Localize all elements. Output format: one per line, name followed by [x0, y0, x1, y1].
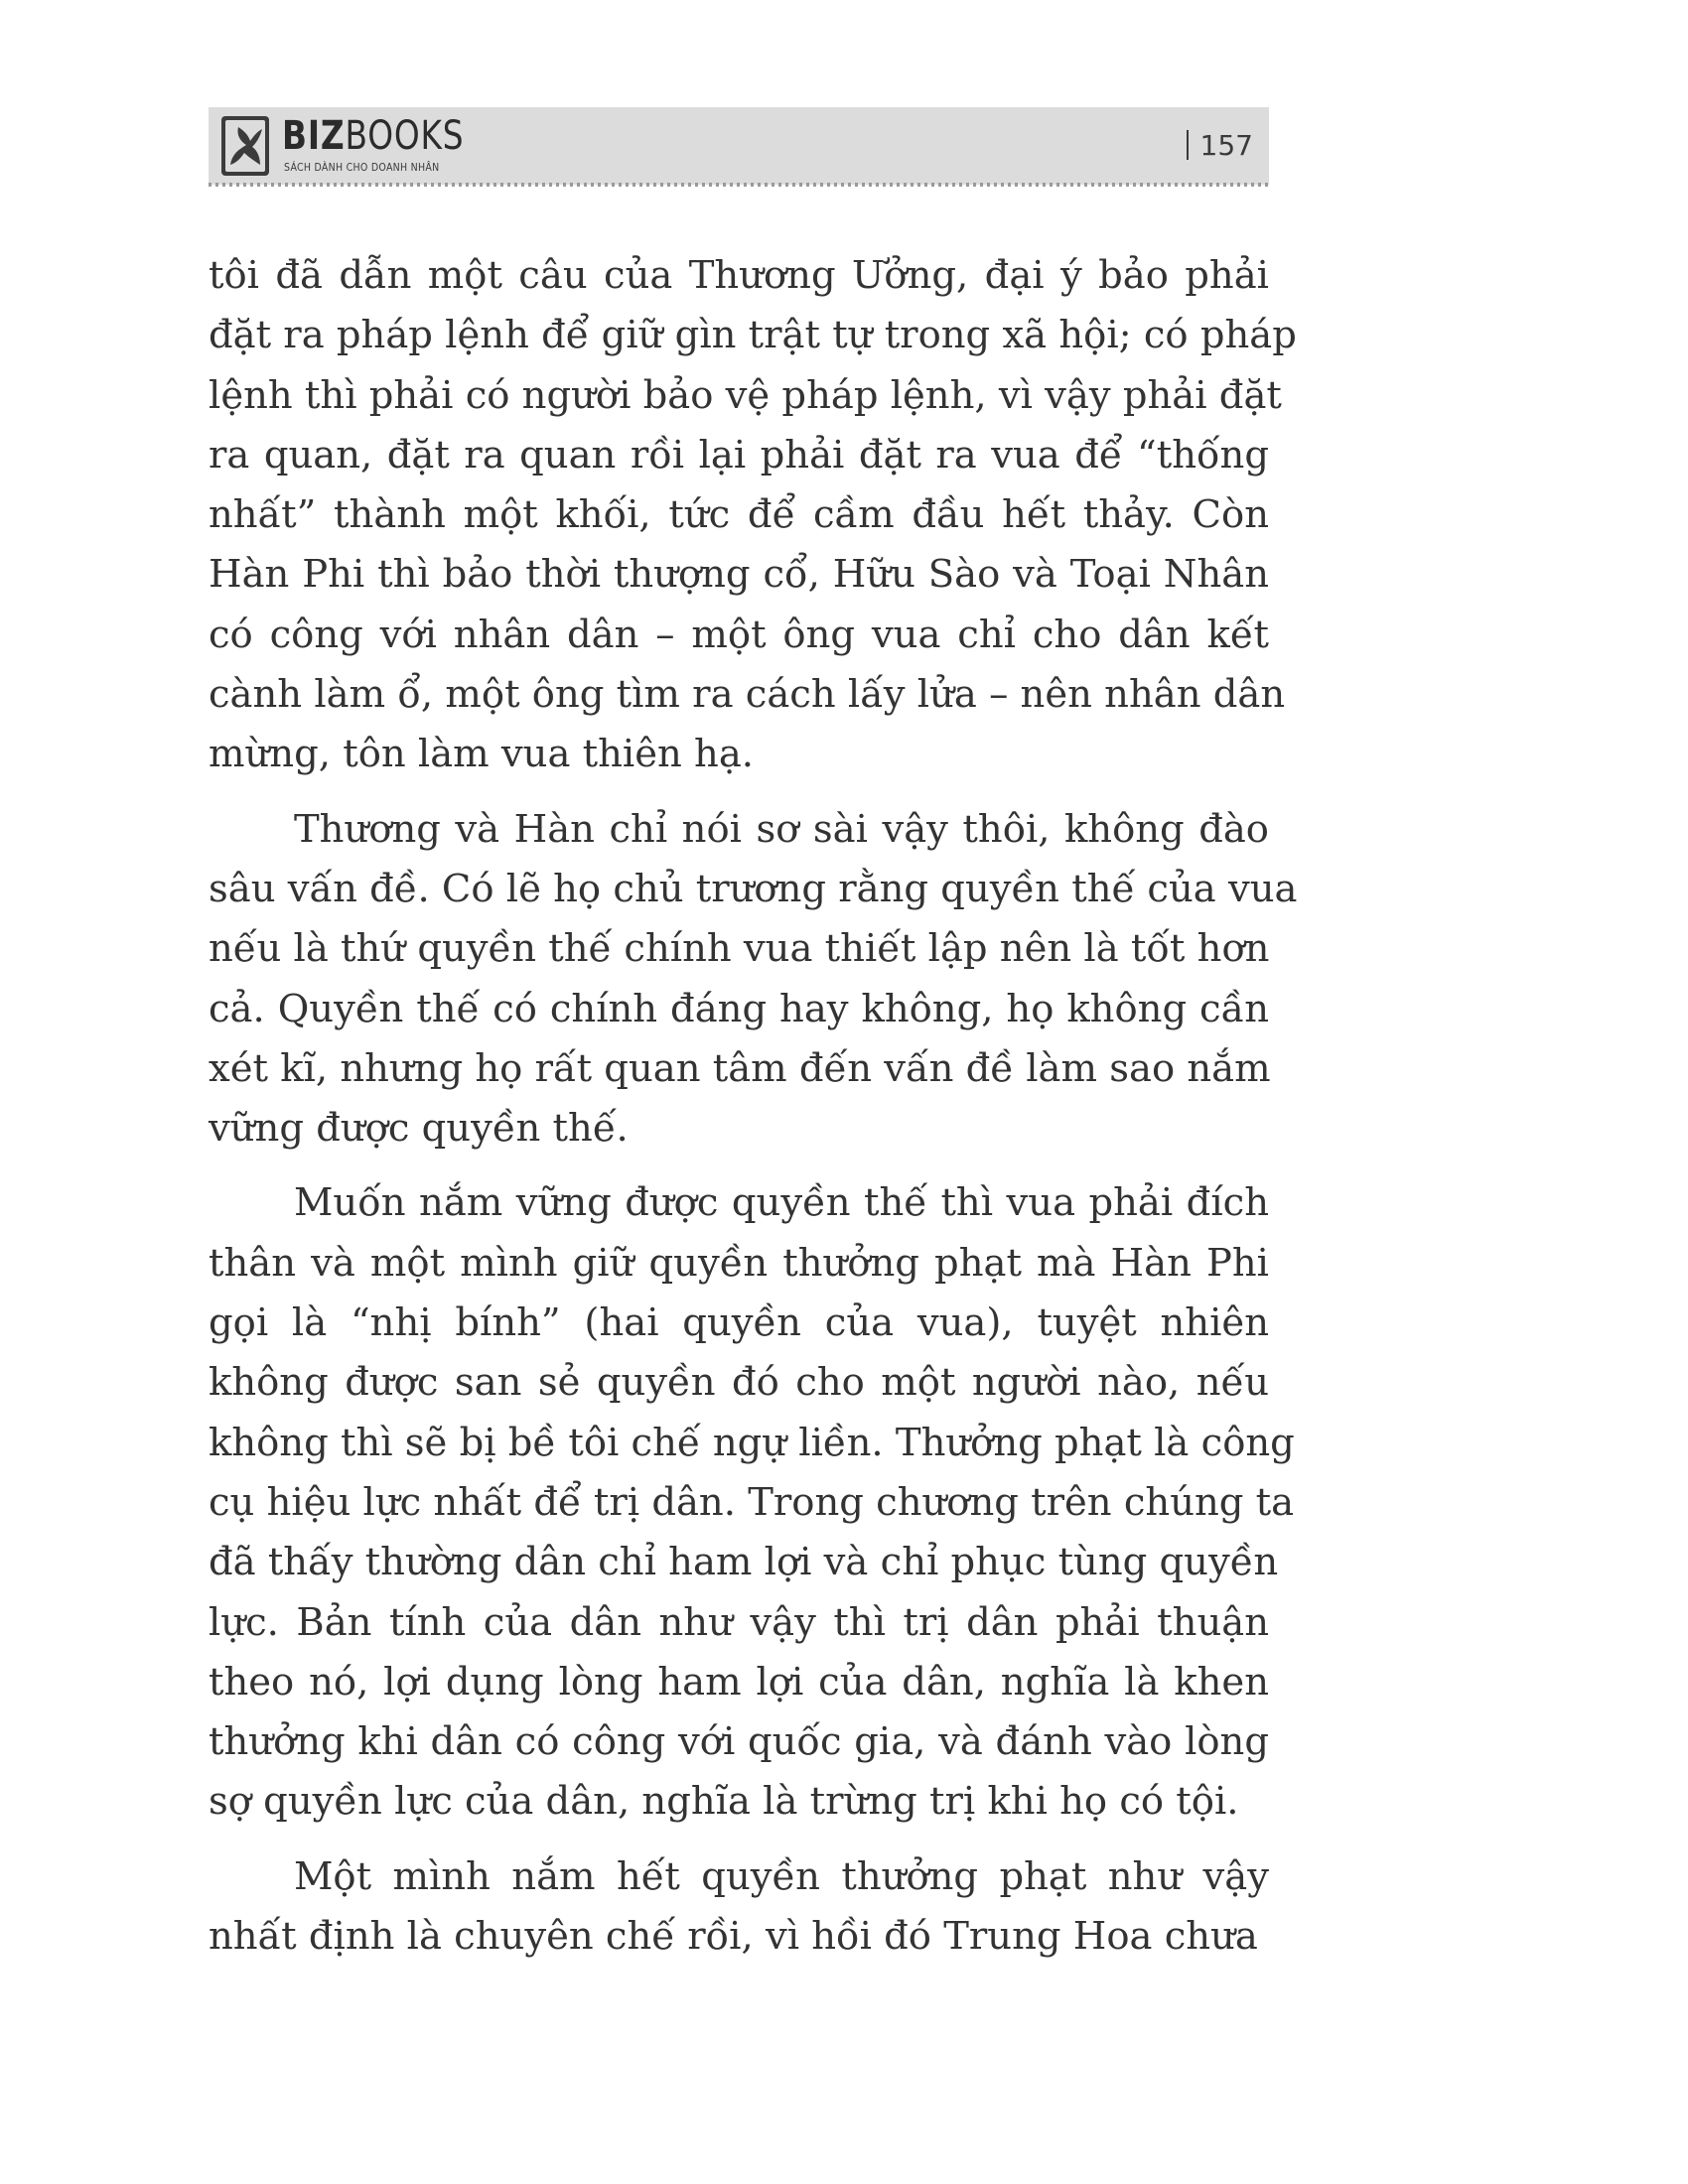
text-line: mừng, tôn làm vua thiên hạ. — [209, 732, 755, 777]
text-line: theo nó, lợi dụng lòng ham lợi của dân, nghĩa là khen — [209, 1659, 1269, 1705]
text-line: Muốn nắm vững được quyền thế thì vua phải đích — [294, 1180, 1269, 1226]
text-line: đặt ra pháp lệnh để giữ gìn trật tự trong xã hội; có pháp — [209, 313, 1297, 358]
text-line: nếu là thứ quyền thế chính vua thiết lập nên là tốt hơn — [209, 926, 1270, 972]
text-line: nhất định là chuyên chế rồi, vì hồi đó Trung Hoa chưa — [209, 1914, 1258, 1960]
text-line: cành làm ổ, một ông tìm ra cách lấy lửa – nên nhân dân — [209, 672, 1286, 718]
paragraph — [209, 1847, 1269, 1968]
paragraph — [209, 246, 1297, 785]
paragraph — [209, 800, 1298, 1160]
text-line: thân và một mình giữ quyền thưởng phạt mà Hàn Phi — [209, 1240, 1269, 1286]
text-line: đã thấy thường dân chỉ ham lợi và chỉ phục tùng quyền — [209, 1540, 1279, 1585]
text-line: cụ hiệu lực nhất để trị dân. Trong chương trên chúng ta — [209, 1479, 1295, 1525]
brand-tagline: SÁCH DÀNH CHO DOANH NHÂN — [284, 162, 440, 174]
text-line: Một mình nắm hết quyền thưởng phạt như vậy — [294, 1853, 1269, 1899]
text-line: sâu vấn đề. Có lẽ họ chủ trương rằng quyền thế của vua — [209, 866, 1298, 911]
text-line: gọi là “nhị bính” (hai quyền của vua), tuyệt nhiên — [209, 1300, 1269, 1346]
body-text — [209, 246, 1298, 1981]
text-line: không thì sẽ bị bề tôi chế ngự liền. Thưởng phạt là công — [209, 1420, 1295, 1465]
text-line: tôi đã dẫn một câu của Thương Ưởng, đại ý bảo phải — [209, 253, 1269, 298]
text-line: cả. Quyền thế có chính đáng hay không, họ không cần — [209, 986, 1269, 1031]
page-header — [209, 107, 1269, 185]
text-line: thưởng khi dân có công với quốc gia, và đánh vào lòng — [209, 1719, 1269, 1765]
page-number-value: 157 — [1199, 129, 1253, 162]
brand-name-light: BOOKS — [345, 113, 465, 159]
text-line: Thương và Hàn chỉ nói sơ sài vậy thôi, không đào — [294, 806, 1269, 852]
text-line: ra quan, đặt ra quan rồi lại phải đặt ra vua để “thống — [209, 432, 1269, 478]
page-number — [1187, 129, 1253, 163]
text-line: sợ quyền lực của dân, nghĩa là trừng trị khi họ có tội. — [209, 1779, 1239, 1825]
brand-name — [282, 112, 464, 160]
brand-name-bold: BIZ — [282, 113, 346, 159]
paragraph — [209, 1173, 1295, 1832]
text-line: nhất” thành một khối, tức để cầm đầu hết thảy. Còn — [209, 492, 1269, 538]
text-line: lệnh thì phải có người bảo vệ pháp lệnh, vì vậy phải đặt — [209, 372, 1282, 418]
text-line: lực. Bản tính của dân như vậy thì trị dân phải thuận — [209, 1599, 1269, 1645]
text-line: có công với nhân dân – một ông vua chỉ cho dân kết — [209, 612, 1269, 657]
text-line: Hàn Phi thì bảo thời thượng cổ, Hữu Sào và Toại Nhân — [209, 552, 1269, 598]
text-line: không được san sẻ quyền đó cho một người nào, nếu — [209, 1360, 1269, 1406]
bizbooks-logo-icon — [220, 115, 270, 177]
page-number-divider — [1187, 130, 1189, 160]
text-line: vững được quyền thế. — [209, 1106, 629, 1152]
text-line: xét kĩ, nhưng họ rất quan tâm đến vấn đề làm sao nắm — [209, 1045, 1271, 1091]
